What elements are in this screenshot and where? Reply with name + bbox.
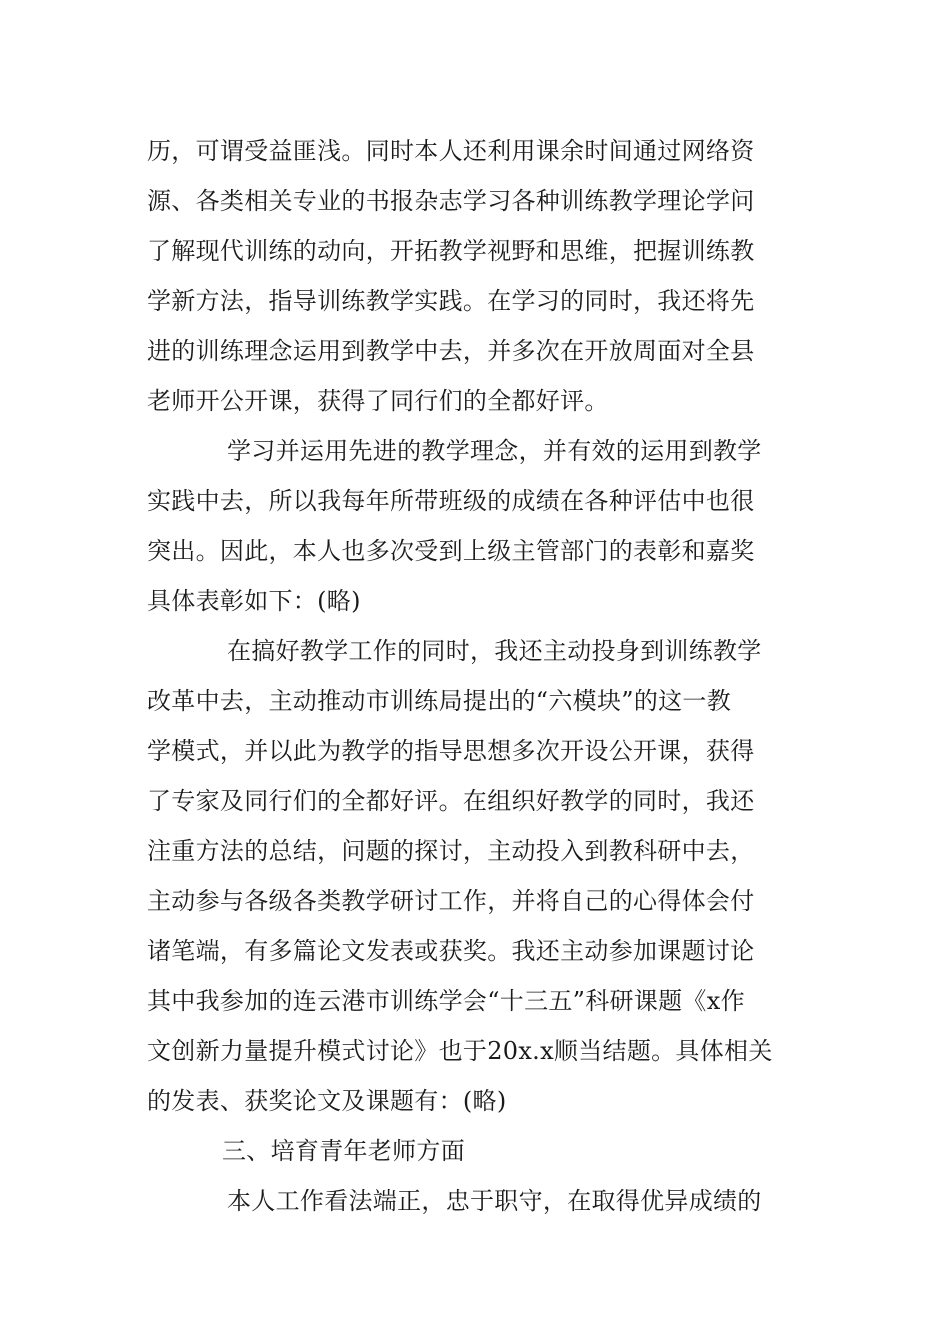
text-line: 源、各类相关专业的书报杂志学习各种训练教学理论学问 bbox=[147, 187, 755, 215]
text-line: 了专家及同行们的全都好评。在组织好教学的同时，我还 bbox=[147, 787, 755, 815]
text-line: 文创新力量提升模式讨论》也于20x.x顺当结题。具体相关 bbox=[147, 1037, 773, 1065]
paragraph-start-line: 学习并运用先进的教学理念，并有效的运用到教学 bbox=[227, 437, 762, 465]
text-line: 突出。因此，本人也多次受到上级主管部门的表彰和嘉奖 bbox=[147, 537, 755, 565]
text-line: 的发表、获奖论文及课题有：(略) bbox=[147, 1087, 507, 1115]
text-line: 具体表彰如下：(略) bbox=[147, 587, 361, 615]
text-line: 学新方法，指导训练教学实践。在学习的同时，我还将先 bbox=[147, 287, 755, 315]
text-line: 其中我参加的连云港市训练学会“十三五”科研课题《x作 bbox=[147, 987, 745, 1015]
text-line: 进的训练理念运用到教学中去，并多次在开放周面对全县 bbox=[147, 337, 755, 365]
text-line: 改革中去，主动推动市训练局提出的“六模块”的这一教 bbox=[147, 687, 732, 715]
paragraph-start-line: 在搞好教学工作的同时，我还主动投身到训练教学 bbox=[227, 637, 762, 665]
text-line: 注重方法的总结，问题的探讨，主动投入到教科研中去， bbox=[147, 837, 755, 865]
text-line: 主动参与各级各类教学研讨工作，并将自己的心得体会付 bbox=[147, 887, 755, 915]
text-line: 老师开公开课，获得了同行们的全都好评。 bbox=[147, 387, 609, 415]
text-line: 学模式，并以此为教学的指导思想多次开设公开课，获得 bbox=[147, 737, 755, 765]
text-line: 诸笔端，有多篇论文发表或获奖。我还主动参加课题讨论 bbox=[147, 937, 755, 965]
text-line: 了解现代训练的动向，开拓教学视野和思维，把握训练教 bbox=[147, 237, 755, 265]
body-text bbox=[147, 126, 807, 1226]
paragraph-start-line: 本人工作看法端正，忠于职守，在取得优异成绩的 bbox=[227, 1187, 762, 1215]
text-line: 历，可谓受益匪浅。同时本人还利用课余时间通过网络资 bbox=[147, 137, 755, 165]
section-heading: 三、培育青年老师方面 bbox=[222, 1137, 465, 1165]
text-line: 实践中去，所以我每年所带班级的成绩在各种评估中也很 bbox=[147, 487, 755, 515]
